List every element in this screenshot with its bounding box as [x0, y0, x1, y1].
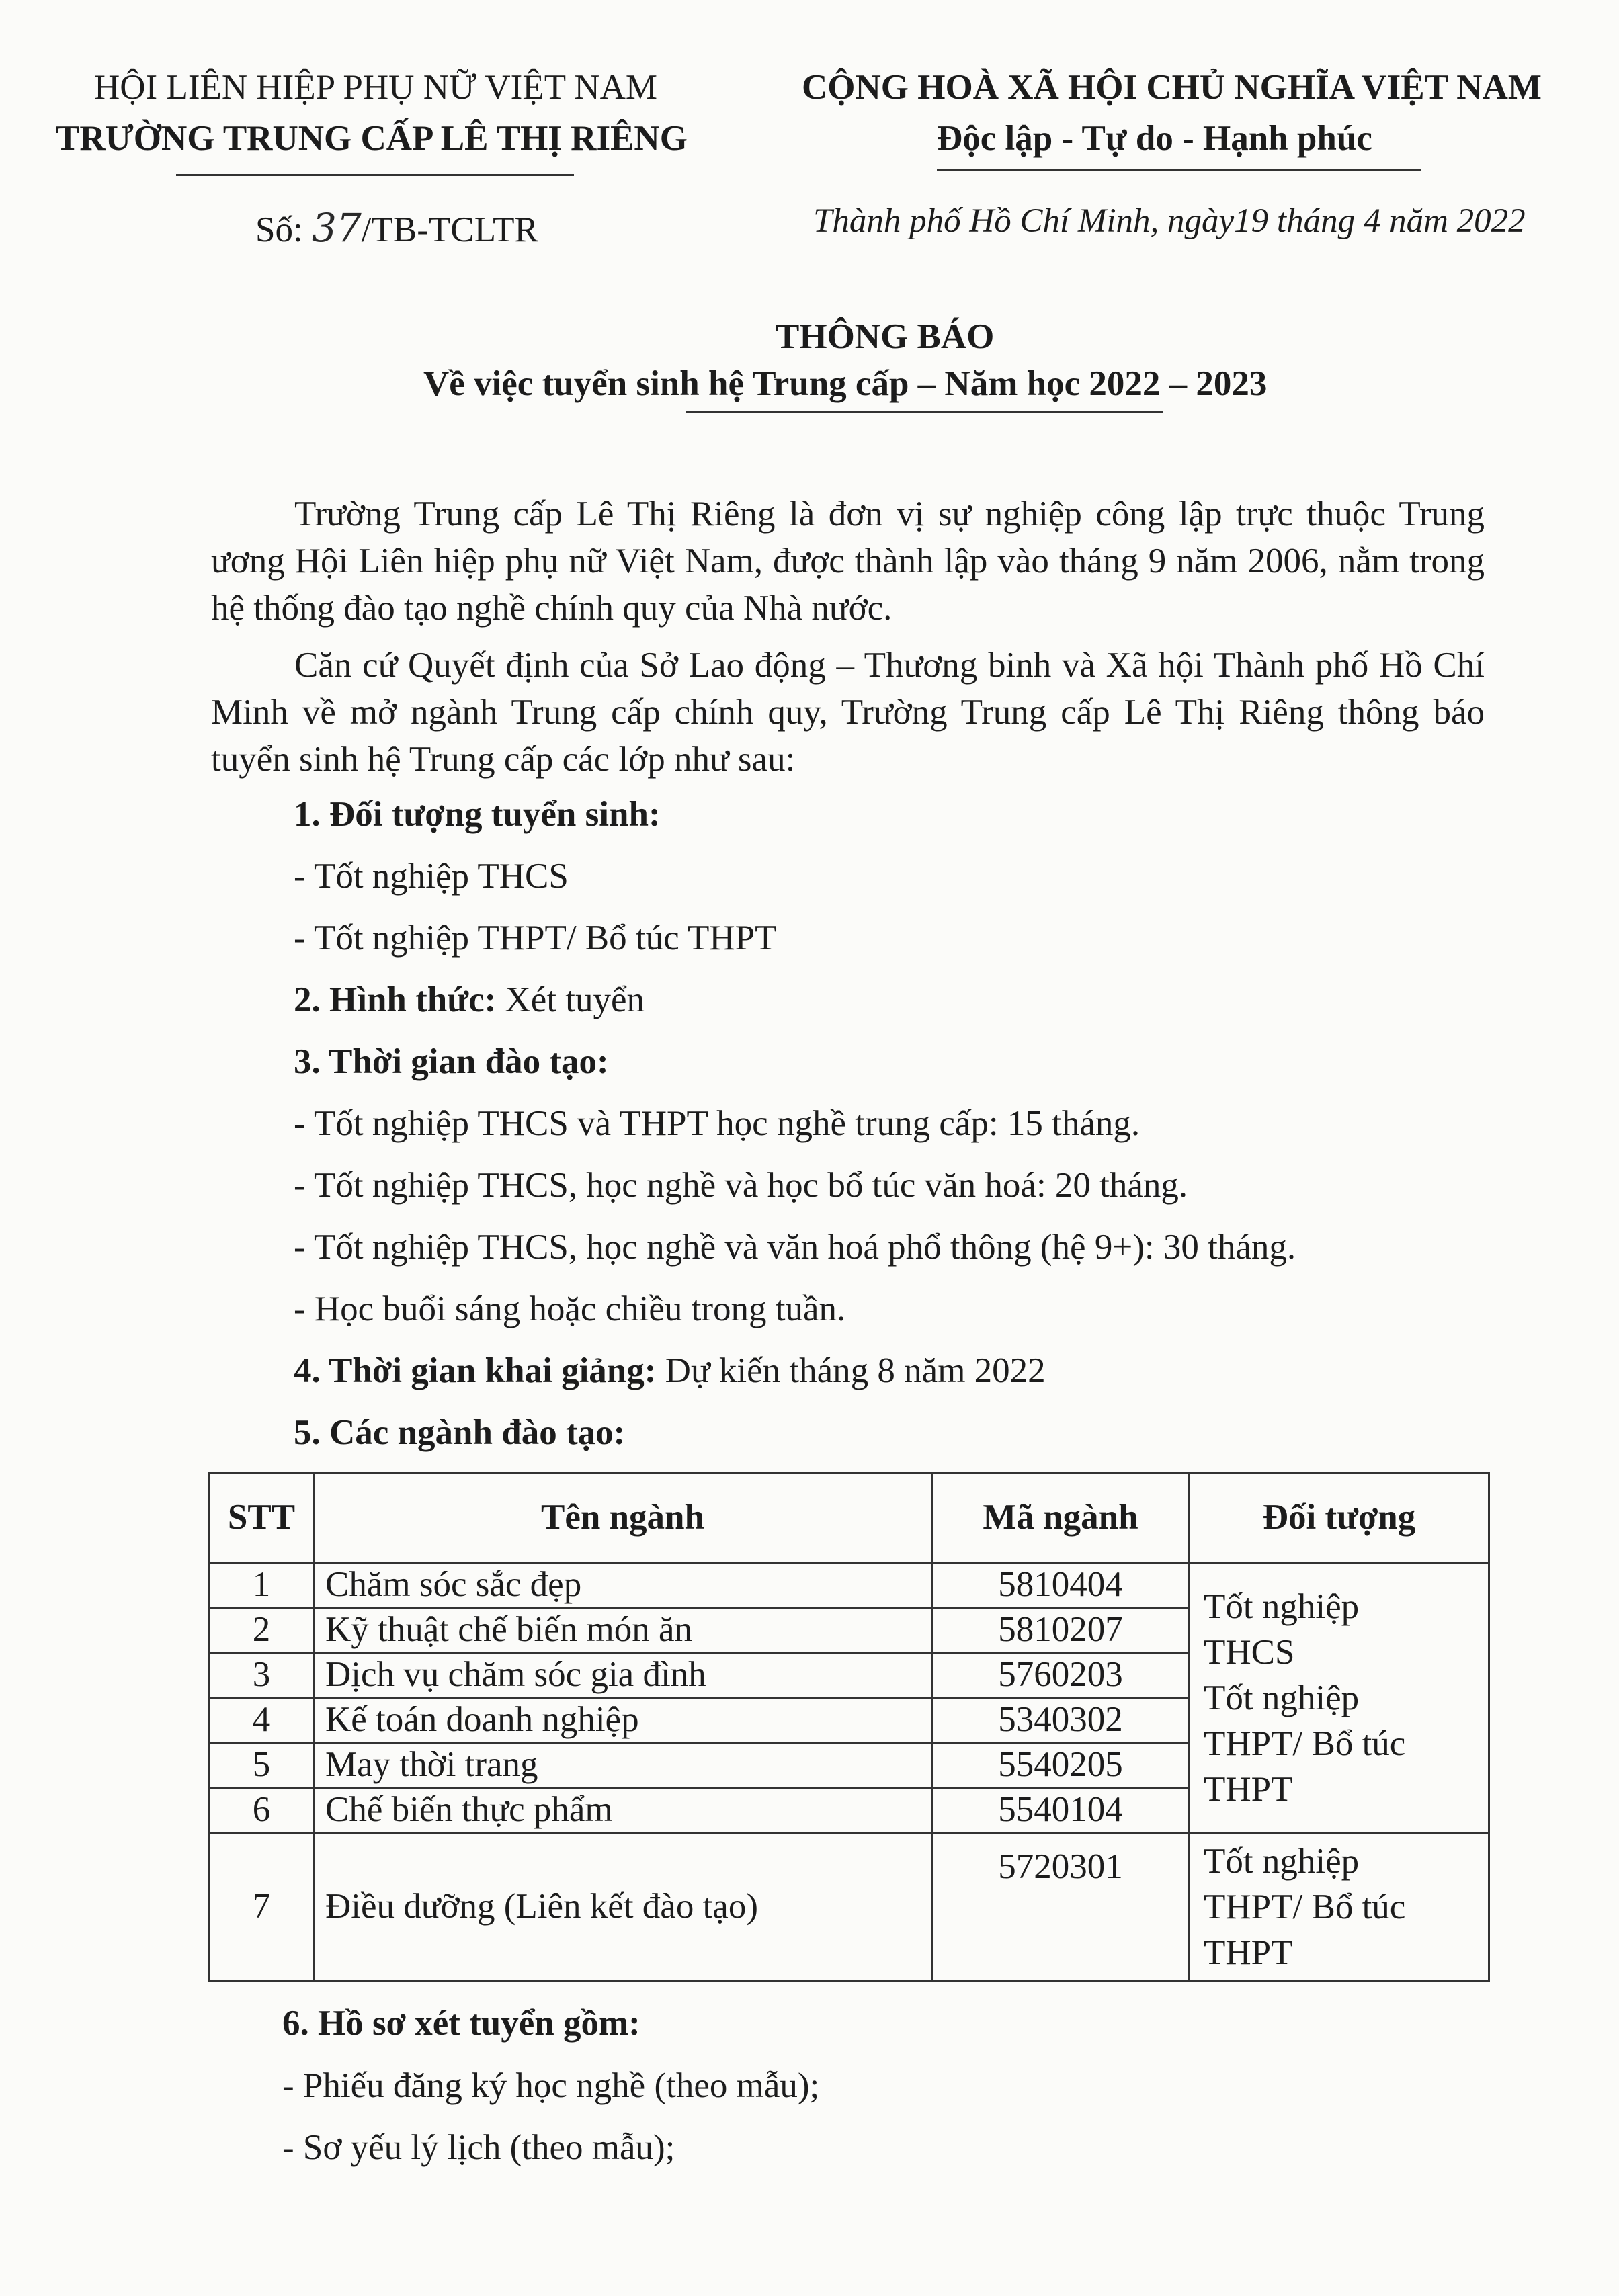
section-4-line: [294, 1353, 1046, 1389]
target-line: THPT: [1204, 1932, 1293, 1972]
notice-subtitle: Về việc tuyển sinh hệ Trung cấp – Năm học 2022 – 2023: [423, 364, 1268, 403]
table-header-row: [210, 1473, 1489, 1563]
cell-stt: 7: [210, 1833, 314, 1981]
document-number: [255, 205, 538, 251]
cell-stt: 1: [210, 1563, 314, 1608]
target-line: THPT: [1204, 1769, 1293, 1809]
doc-number-suffix: /TB-TCLTR: [361, 210, 538, 249]
section-2-heading: 2. Hình thức:: [294, 980, 497, 1019]
cell-name: Chăm sóc sắc đẹp: [314, 1563, 932, 1608]
section-6-item: - Sơ yếu lý lịch (theo mẫu);: [282, 2128, 675, 2167]
col-header-target: Đối tượng: [1190, 1473, 1489, 1563]
section-4-value: Dự kiến tháng 8 năm 2022: [656, 1351, 1046, 1390]
cell-stt: 6: [210, 1788, 314, 1833]
target-line: THPT/ Bổ túc: [1204, 1724, 1406, 1763]
country-line-2: Độc lập - Tự do - Hạnh phúc: [937, 119, 1372, 158]
section-1-heading: 1. Đối tượng tuyển sinh:: [294, 795, 661, 834]
intro-paragraph: Trường Trung cấp Lê Thị Riêng là đơn vị sự nghiệp công lập trực thuộc Trung ương Hội Liên hiệp phụ nữ Việt Nam, được thành lập vào tháng 9 năm 2006, nằm trong hệ thống đào tạo nghề chính quy của Nhà nước.: [211, 495, 1485, 628]
section-4-heading: 4. Thời gian khai giảng:: [294, 1351, 657, 1390]
section-6-heading: 6. Hồ sơ xét tuyển gồm:: [282, 2004, 640, 2043]
table-row: [210, 1833, 1489, 1981]
target-line: THCS: [1204, 1632, 1295, 1672]
cell-target-group-1: [1190, 1563, 1489, 1833]
target-line: THPT/ Bổ túc: [1204, 1887, 1406, 1926]
cell-name: Điều dưỡng (Liên kết đào tạo): [314, 1833, 932, 1981]
section-2-line: [294, 982, 645, 1018]
section-3-item: - Tốt nghiệp THCS và THPT học nghề trung cấp: 15 tháng.: [294, 1104, 1140, 1143]
cell-code: 5720301: [932, 1833, 1190, 1981]
notice-title: THÔNG BÁO: [776, 317, 995, 356]
col-header-code: Mã ngành: [932, 1473, 1190, 1563]
doc-number-prefix: Số:: [255, 210, 303, 249]
motto-underline: [937, 169, 1421, 171]
target-line: Tốt nghiệp: [1204, 1841, 1360, 1881]
target-line: Tốt nghiệp: [1204, 1678, 1360, 1717]
section-3-item: - Học buổi sáng hoặc chiều trong tuần.: [294, 1289, 846, 1328]
cell-code: 5540205: [932, 1743, 1190, 1788]
programs-table: [208, 1472, 1490, 1982]
cell-code: 5760203: [932, 1653, 1190, 1698]
section-3-heading: 3. Thời gian đào tạo:: [294, 1042, 609, 1081]
cell-name: Dịch vụ chăm sóc gia đình: [314, 1653, 932, 1698]
cell-name: Kế toán doanh nghiệp: [314, 1698, 932, 1743]
place-and-date: Thành phố Hồ Chí Minh, ngày19 tháng 4 năm 2022: [813, 202, 1526, 240]
section-1-item: - Tốt nghiệp THCS: [294, 857, 569, 896]
cell-name: Chế biến thực phẩm: [314, 1788, 932, 1833]
org-underline: [176, 174, 574, 176]
subtitle-underline: [686, 411, 1163, 413]
org-line-1: HỘI LIÊN HIỆP PHỤ NỮ VIỆT NAM: [94, 68, 658, 107]
section-2-value: Xét tuyển: [496, 980, 645, 1019]
cell-name: Kỹ thuật chế biến món ăn: [314, 1608, 932, 1653]
col-header-name: Tên ngành: [314, 1473, 932, 1563]
target-line: Tốt nghiệp: [1204, 1586, 1360, 1626]
section-6-item: - Phiếu đăng ký học nghề (theo mẫu);: [282, 2066, 820, 2105]
org-line-2: TRƯỜNG TRUNG CẤP LÊ THỊ RIÊNG: [56, 119, 688, 158]
col-header-stt: STT: [210, 1473, 314, 1563]
cell-code: 5810207: [932, 1608, 1190, 1653]
cell-stt: 2: [210, 1608, 314, 1653]
cell-name: May thời trang: [314, 1743, 932, 1788]
cell-code: 5810404: [932, 1563, 1190, 1608]
section-1-item: - Tốt nghiệp THPT/ Bổ túc THPT: [294, 919, 777, 958]
doc-number-handwritten: 37: [311, 205, 362, 251]
basis-paragraph: Căn cứ Quyết định của Sở Lao động – Thương binh và Xã hội Thành phố Hồ Chí Minh về mở ngành Trung cấp chính quy, Trường Trung cấp Lê Thị Riêng thông báo tuyển sinh hệ Trung cấp các lớp như sau:: [211, 646, 1485, 779]
section-5-heading: 5. Các ngành đào tạo:: [294, 1413, 626, 1452]
cell-stt: 3: [210, 1653, 314, 1698]
cell-target-group-2: [1190, 1833, 1489, 1981]
cell-stt: 4: [210, 1698, 314, 1743]
table-row: [210, 1563, 1489, 1608]
cell-stt: 5: [210, 1743, 314, 1788]
section-3-item: - Tốt nghiệp THCS, học nghề và học bổ túc văn hoá: 20 tháng.: [294, 1166, 1188, 1205]
section-3-item: - Tốt nghiệp THCS, học nghề và văn hoá phổ thông (hệ 9+): 30 tháng.: [294, 1228, 1296, 1267]
cell-code: 5340302: [932, 1698, 1190, 1743]
cell-code: 5540104: [932, 1788, 1190, 1833]
country-line-1: CỘNG HOÀ XÃ HỘI CHỦ NGHĨA VIỆT NAM: [802, 68, 1542, 107]
